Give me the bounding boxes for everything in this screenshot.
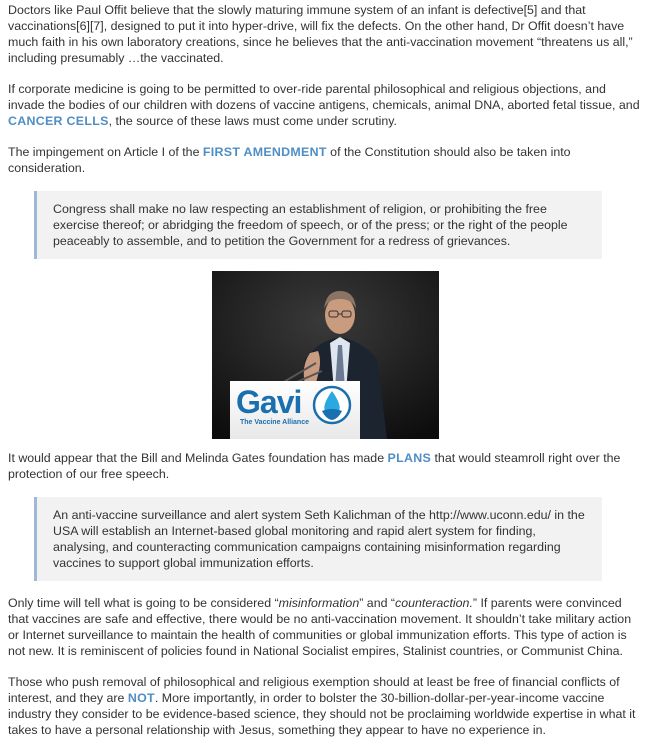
paragraph-text: ” and “ <box>359 596 396 610</box>
gavi-tagline: The Vaccine Alliance <box>240 419 309 426</box>
paragraph-text: If corporate medicine is going to be permitted to over-ride parental philosophical and religious objections, and invade the bodies of our children with dozens of vaccine antigens, chemicals, animal DNA, aborted fetal tissue, and <box>8 82 640 112</box>
quote-text: Congress shall make no law respecting an establishment of religion, or prohibiting the free exercise thereof; or abridging the freedom of speech, or of the press; or the right of the people peaceably to assemble, and to petition the Government for a redress of grievances. <box>53 202 568 248</box>
paragraph-corporate-medicine <box>8 81 641 129</box>
paragraph-text: that would steamroll right over the protection of our free speech. <box>8 451 621 481</box>
quote-text: An anti-vaccine surveillance and alert system Seth Kalichman of the http://www.uconn.edu/ in the USA will establish an Internet-based global monitoring and rapid alert system for finding, analysing, and counteracting communication campaigns containing misinformation regarding vaccines to support global immunization efforts. <box>53 508 585 570</box>
first-amendment-link[interactable]: FIRST AMENDMENT <box>202 145 327 159</box>
paragraph-text: It would appear that the Bill and Melinda Gates foundation has made <box>8 451 388 465</box>
paragraph-conflicts-of-interest <box>8 674 641 738</box>
emphasis-counteraction: counteraction. <box>395 596 473 610</box>
paragraph-text: ” If parents were convinced that vaccines are safe and effective, there would be no anti-vaccination movement. It shouldn’t take military action or Internet surveillance to maintain the health of communities or global immunization efforts. This type of action is not new. It is reminiscent of policies found in National Socialist empires, Stalinist countries, or Communist China. <box>8 596 632 658</box>
water-drop-globe-icon <box>312 385 352 425</box>
paragraph-gates-plans <box>8 450 641 482</box>
not-link[interactable]: NOT <box>127 691 155 705</box>
surveillance-quote <box>34 497 602 581</box>
emphasis-misinformation: misinformation <box>278 596 360 610</box>
photo-container <box>0 271 651 439</box>
paragraph-text: Only time will tell what is going to be considered “ <box>8 596 279 610</box>
paragraph-offit <box>8 2 641 66</box>
cancer-cells-link[interactable]: CANCER CELLS <box>8 114 109 128</box>
paragraph-text: , the source of these laws must come under scrutiny. <box>108 114 397 128</box>
paragraph-text: Doctors like Paul Offit believe that the slowly maturing immune system of an infant is defective[5] and that vaccinations[6][7], designed to put it into hyper-drive, will fix the defects. On the other hand, Dr Offit doesn’t have much faith in his own laboratory creations, since he believes that the anti-vaccination movement “threatens us all,” including presumably …the vaccinated. <box>8 3 633 65</box>
plans-link[interactable]: PLANS <box>387 451 432 465</box>
paragraph-first-amendment <box>8 144 641 176</box>
gavi-logo-text: Gavi <box>236 384 302 420</box>
gates-gavi-photo <box>212 271 439 439</box>
paragraph-misinformation <box>8 595 641 659</box>
paragraph-text: Those who push removal of philosophical and religious exemption should at least be free of financial conflicts of interest, and they are <box>8 675 620 705</box>
gavi-logo <box>230 383 356 433</box>
first-amendment-quote <box>34 191 602 259</box>
paragraph-text: . More importantly, in order to bolster the 30-billion-dollar-per-year-income vaccine industry they consider to be evidence-based science, they should not be proclaiming worldwide expertise in what it takes to have a personal relationship with Jesus, something they appear to have no experience in. <box>8 691 636 737</box>
paragraph-text: The impingement on Article I of the <box>8 145 203 159</box>
paragraph-text: of the Constitution should also be taken into consideration. <box>8 145 571 175</box>
